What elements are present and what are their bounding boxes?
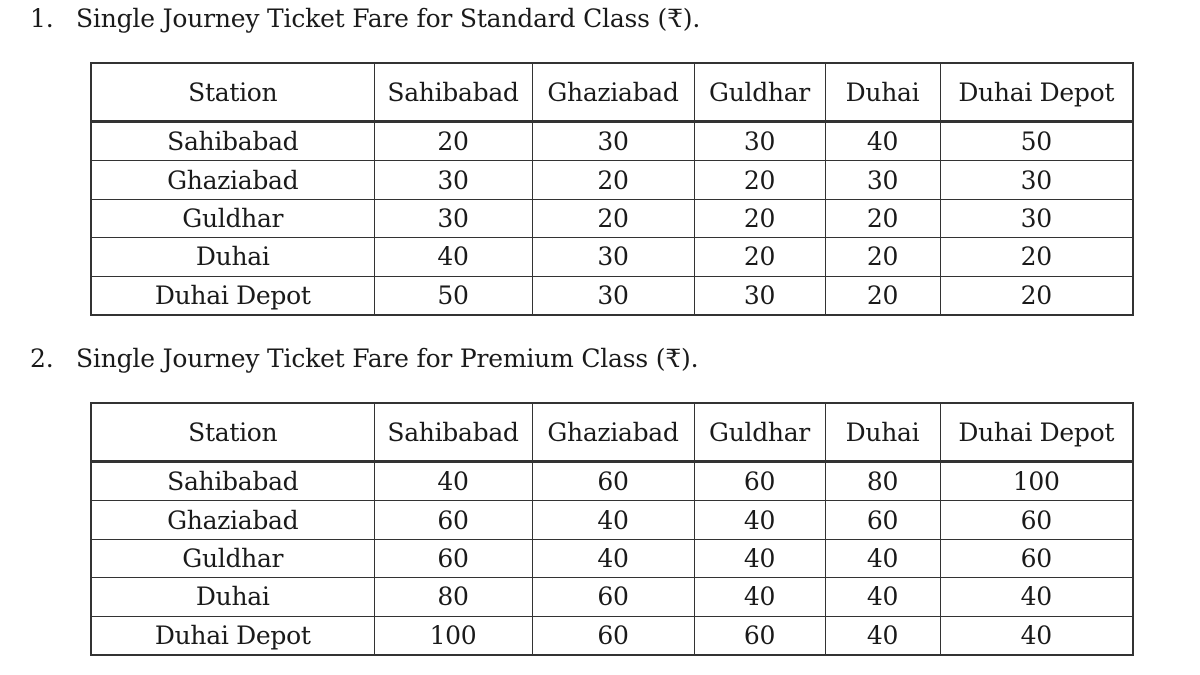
row-station-label: Duhai [91,238,374,276]
column-header: Duhai Depot [940,63,1133,122]
row-station-label: Guldhar [91,539,374,577]
fare-cell: 30 [374,199,532,237]
row-station-label: Ghaziabad [91,501,374,539]
fare-cell: 40 [532,539,694,577]
table-row [91,578,1133,616]
fare-cell: 30 [374,161,532,199]
column-header: Ghaziabad [532,403,694,462]
fare-cell: 20 [694,161,825,199]
fare-cell: 60 [532,616,694,655]
row-station-label: Duhai [91,578,374,616]
fare-cell: 100 [374,616,532,655]
fare-cell: 60 [940,539,1133,577]
table-row [91,462,1133,501]
fare-cell: 60 [532,578,694,616]
fare-cell: 40 [532,501,694,539]
fare-cell: 60 [694,616,825,655]
fare-cell: 20 [374,122,532,161]
fare-cell: 30 [532,238,694,276]
fare-cell: 40 [825,578,940,616]
fare-cell: 40 [694,501,825,539]
fare-cell: 60 [825,501,940,539]
column-header: Ghaziabad [532,63,694,122]
column-header: Guldhar [694,403,825,462]
fare-cell: 30 [532,276,694,315]
fare-cell: 50 [940,122,1133,161]
fare-cell: 100 [940,462,1133,501]
section-number: 2. [30,344,54,373]
column-header: Sahibabad [374,403,532,462]
table-row [91,276,1133,315]
fare-cell: 80 [825,462,940,501]
fare-cell: 30 [825,161,940,199]
fare-cell: 30 [532,122,694,161]
row-station-label: Duhai Depot [91,276,374,315]
fare-cell: 80 [374,578,532,616]
section-heading-premium [30,344,698,373]
fare-cell: 60 [694,462,825,501]
table-row [91,501,1133,539]
fare-cell: 20 [532,161,694,199]
column-header: Duhai [825,63,940,122]
fare-cell: 30 [694,276,825,315]
column-header: Duhai [825,403,940,462]
section-title: Single Journey Ticket Fare for Standard Class (₹). [76,4,701,33]
fare-cell: 40 [374,238,532,276]
table-row [91,616,1133,655]
table-row [91,539,1133,577]
column-header: Duhai Depot [940,403,1133,462]
fare-cell: 20 [825,276,940,315]
column-header: Sahibabad [374,63,532,122]
fare-cell: 20 [694,238,825,276]
table-header-row [91,63,1133,122]
table-header-row [91,403,1133,462]
row-station-label: Sahibabad [91,122,374,161]
section-number: 1. [30,4,54,33]
fare-cell: 40 [374,462,532,501]
row-station-label: Ghaziabad [91,161,374,199]
row-station-label: Duhai Depot [91,616,374,655]
standard-fare-table [90,62,1134,316]
fare-cell: 60 [532,462,694,501]
fare-cell: 20 [825,199,940,237]
fare-cell: 30 [940,161,1133,199]
fare-cell: 40 [694,539,825,577]
fare-cell: 20 [940,276,1133,315]
fare-cell: 30 [940,199,1133,237]
fare-cell: 20 [532,199,694,237]
section-title: Single Journey Ticket Fare for Premium Class (₹). [76,344,699,373]
table-row [91,161,1133,199]
fare-cell: 40 [940,616,1133,655]
fare-cell: 30 [694,122,825,161]
column-header: Station [91,63,374,122]
fare-cell: 60 [374,501,532,539]
column-header: Guldhar [694,63,825,122]
fare-cell: 60 [940,501,1133,539]
row-station-label: Guldhar [91,199,374,237]
fare-cell: 40 [825,539,940,577]
fare-cell: 20 [940,238,1133,276]
fare-cell: 50 [374,276,532,315]
row-station-label: Sahibabad [91,462,374,501]
fare-cell: 40 [825,122,940,161]
table-row [91,199,1133,237]
fare-cell: 40 [940,578,1133,616]
premium-fare-table [90,402,1134,656]
fare-cell: 20 [825,238,940,276]
column-header: Station [91,403,374,462]
fare-cell: 40 [694,578,825,616]
fare-cell: 20 [694,199,825,237]
fare-cell: 40 [825,616,940,655]
table-row [91,122,1133,161]
table-row [91,238,1133,276]
fare-cell: 60 [374,539,532,577]
section-heading-standard [30,4,700,33]
